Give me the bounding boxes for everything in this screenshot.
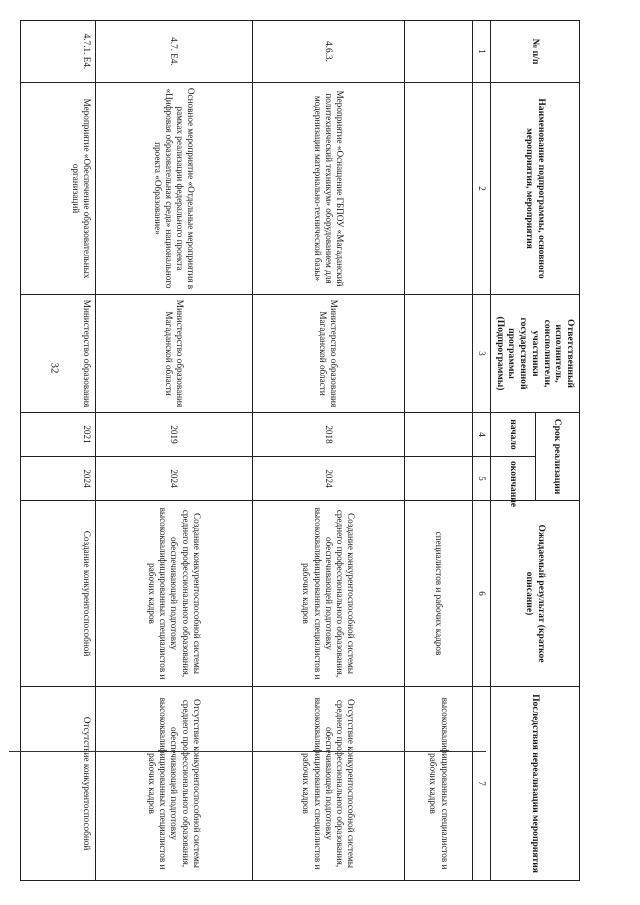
cell-name: Мероприятие «Обеспечение образовательных организаций — [21, 83, 96, 295]
cell-name: Основное мероприятие «Отдельные мероприятия в рамках реализации федерального проекта «Цифровая образовательная среда» национального проекта «Образование» — [96, 83, 252, 295]
column-number: 1 — [473, 21, 491, 83]
cell-num: 4.7.1. Е4. — [21, 21, 96, 83]
cell-result: специалистов и рабочих кадров — [404, 501, 472, 687]
header-consequences: Последствия нереализации мероприятия — [491, 687, 580, 881]
cell-responsible — [404, 295, 472, 413]
cell-result: Создание конкурентоспособной системы среднего профессионального образования, обеспечивающей подготовку высококвалифицированных специалистов и рабочих кадров — [252, 501, 404, 687]
header-num: № п/п — [491, 21, 580, 83]
column-number: 3 — [473, 295, 491, 413]
cell-name — [404, 83, 472, 295]
column-number: 2 — [473, 83, 491, 295]
cell-responsible: Министерство образования Магаданской области — [252, 295, 404, 413]
cell-consequences: Отсутствие конкурентоспособной системы среднего профессионального образования, обеспечивающей подготовку высококвалифицированных специалистов и рабочих кадров — [96, 687, 252, 881]
column-number: 4 — [473, 413, 491, 457]
cell-consequences: Отсутствие конкурентоспособной — [21, 687, 96, 881]
cell-result: Создание конкурентоспособной системы среднего профессионального образования, обеспечивающей подготовку высококвалифицированных специалистов и рабочих кадров — [96, 501, 252, 687]
header-name: Наименование подпрограммы, основного мероприятия, мероприятия — [491, 83, 580, 295]
cell-start — [404, 413, 472, 457]
cell-num — [404, 21, 472, 83]
header-responsible: Ответственный исполнитель, соисполнители, участники государственной программы (Подпрограммы) — [491, 295, 580, 413]
cell-num: 4.7. Е4. — [96, 21, 252, 83]
cell-end: 2024 — [96, 457, 252, 501]
column-number: 5 — [473, 457, 491, 501]
cell-end: 2024 — [21, 457, 96, 501]
header-term: Срок реализации — [535, 413, 579, 501]
header-row — [535, 21, 579, 881]
horizontal-rule — [9, 751, 486, 752]
cell-num: 4.6.3. — [252, 21, 404, 83]
cell-start: 2021 — [21, 413, 96, 457]
cell-consequences: Отсутствие конкурентоспособной системы среднего профессионального образования, обеспечивающей подготовку высококвалифицированных специалистов и рабочих кадров — [252, 687, 404, 881]
cell-start: 2018 — [252, 413, 404, 457]
cell-end: 2024 — [252, 457, 404, 501]
cell-responsible: Министерство образования Магаданской области — [96, 295, 252, 413]
cell-consequences: высококвалифицированных специалистов и рабочих кадров — [404, 687, 472, 881]
header-start: начало — [491, 413, 535, 457]
cell-end — [404, 457, 472, 501]
header-end: окончание — [491, 457, 535, 501]
column-number: 7 — [473, 687, 491, 881]
header-result: Ожидаемый результат (краткое описание) — [491, 501, 580, 687]
page-number: 32 — [48, 362, 61, 374]
cell-start: 2019 — [96, 413, 252, 457]
cell-result: Создание конкурентоспособной — [21, 501, 96, 687]
column-number: 6 — [473, 501, 491, 687]
cell-responsible: Министерство образования — [21, 295, 96, 413]
cell-name: Мероприятие «Оснащение ГБПОУ «Магаданский политехнический техникум» оборудованием для модернизации материально-технической базы» — [252, 83, 404, 295]
